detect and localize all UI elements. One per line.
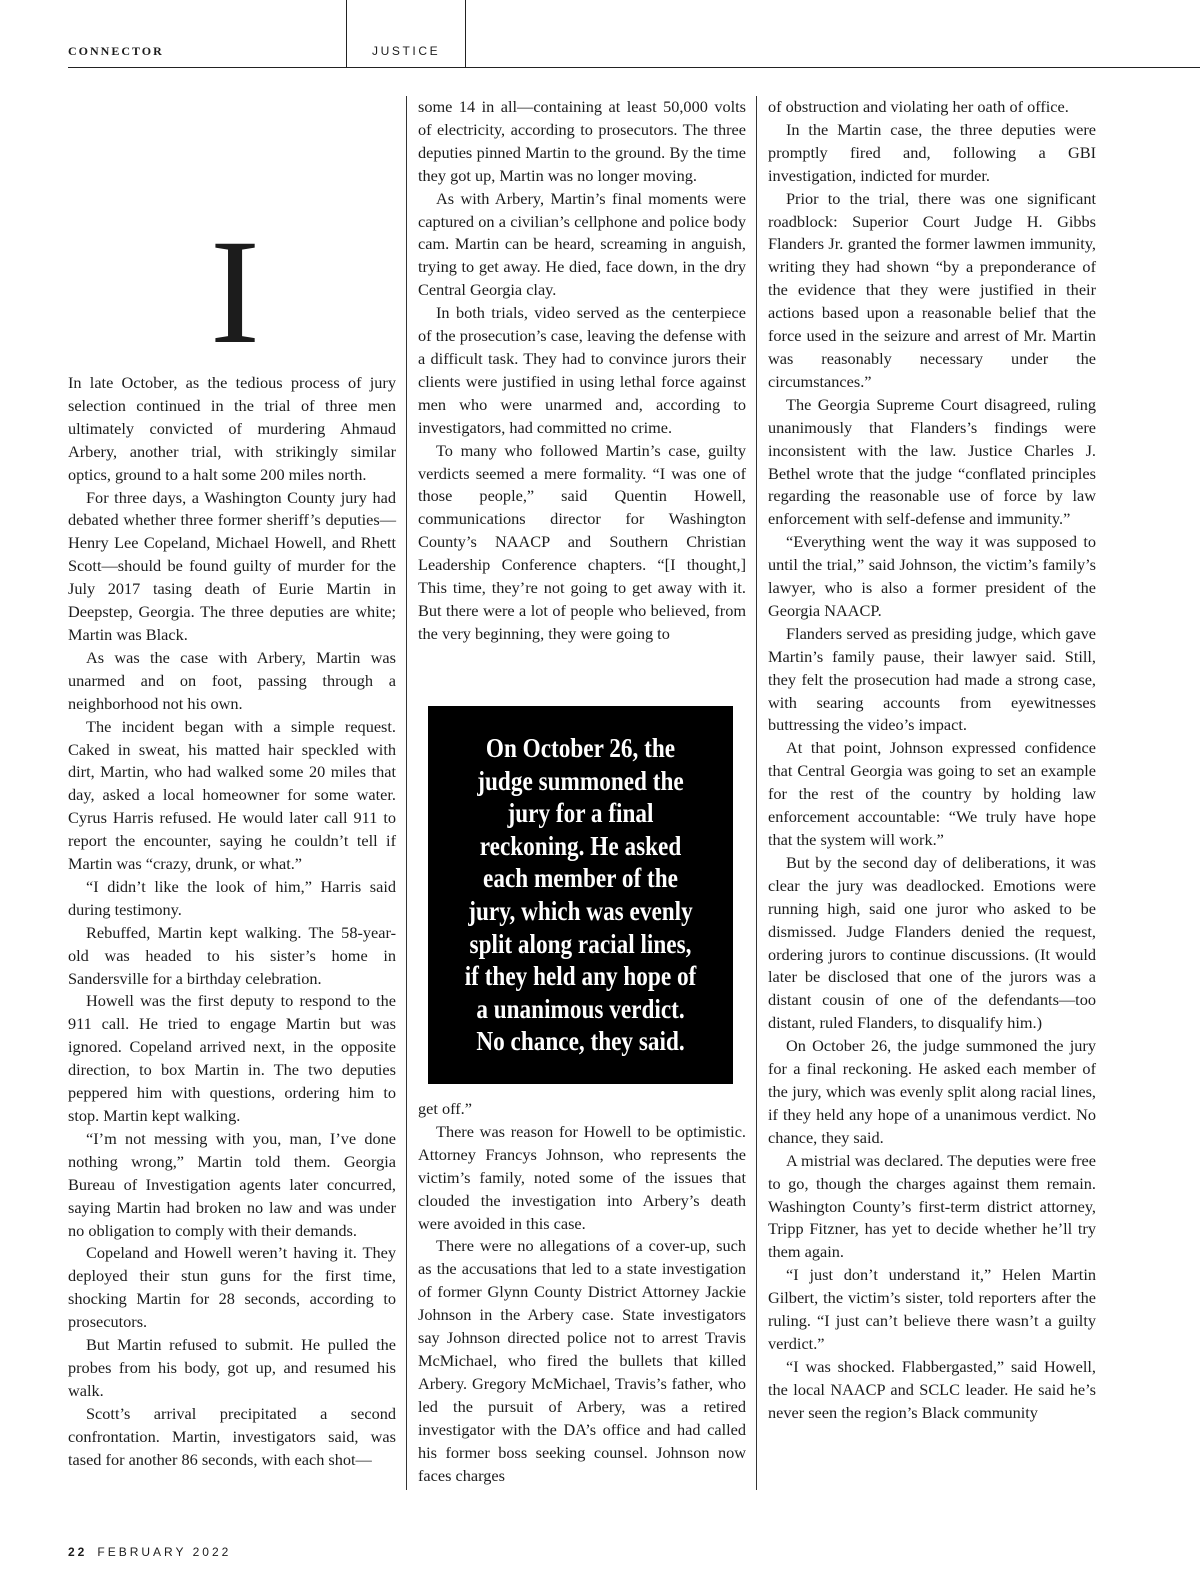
issue-date: FEBRUARY 2022 [97,1545,232,1559]
paragraph: “I didn’t like the look of him,” Harris said during testimony. [68,876,396,919]
page-number: 22 [68,1545,88,1559]
paragraph: But by the second day of deliberations, it was clear the jury was deadlocked. Emotions were running high, said one juror who asked to be dismissed. Judge Flanders denied the request, ordering jurors to continue discussions. (It would later be disclosed that one of the jurors was a distant cousin of one of the defendants—too distant, ruled Flanders, to disqualify him.) [768,852,1096,1033]
column-2 [418,96,746,646]
paragraph: There were no allegations of a cover-up, such as the accusations that led to a state investigation of former Glynn County District Attorney Jackie Johnson in the Arbery case. State investigators say Johnson directed police not to arrest Travis McMichael, who fired the bullets that killed Arbery. Gregory McMichael, Travis’s father, who led the pursuit of Arbery, was a retired investigator with the DA’s office and had called his former boss seeking counsel. Johnson now faces charges [418,1236,746,1485]
paragraph: “Everything went the way it was supposed to until the trial,” said Johnson, the victim’s family’s lawyer, who is also a former president of the Georgia NAACP. [768,532,1096,620]
paragraph: some 14 in all—containing at least 50,000 volts of electricity, according to prosecutors. The three deputies pinned Martin to the ground. By the time they got up, Martin was no longer moving. [418,97,746,185]
column-rule [406,96,407,1490]
paragraph: Flanders served as presiding judge, which gave Martin’s family pause, their lawyer said. Still, they felt the prosecution had made a strong case, with searing accounts from eyewitnesses buttressing the video’s impact. [768,623,1096,735]
paragraph: of obstruction and violating her oath of office. [768,97,1069,116]
pull-quote-text: On October 26, the judge summoned the jury for a final reckoning. He asked each member of the jury, which was evenly split along racial lines, if they held any hope of a unanimous verdict. No chance, they said. [464,733,697,1057]
paragraph: As was the case with Arbery, Martin was unarmed and on foot, passing through a neighborhood not his own. [68,647,396,713]
paragraph: In late October, as the tedious process of jury selection continued in the trial of three men ultimately convicted of murdering Ahmaud Arbery, another trial, with strikingly similar optics, ground to a halt some 200 miles north. [68,373,396,484]
paragraph: The incident began with a simple request. Caked in sweat, his matted hair speckled with dirt, Martin, who had walked some 20 miles that day, asked a local homeowner for some water. Cyrus Harris refused. He would later call 911 to report the encounter, saying he couldn’t tell if Martin was “crazy, drunk, or what.” [68,716,396,874]
paragraph: “I’m not messing with you, man, I’ve done nothing wrong,” Martin told them. Georgia Bureau of Investigation agents later concurred, saying Martin had broken no law and was under no obligation to comply with their demands. [68,1128,396,1240]
folio [68,1545,231,1559]
pull-quote [428,706,733,1084]
paragraph: In both trials, video served as the centerpiece of the prosecution’s case, leaving the defense with a difficult task. They had to convince jurors their clients were justified in using lethal force against men who were unarmed and, according to investigators, had committed no crime. [418,303,746,437]
column-2-continued [418,1098,746,1487]
paragraph: Howell was the first deputy to respond to the 911 call. He tried to engage Martin but was ignored. Copeland arrived next, in the opposite direction, to box Martin in. The two deputies peppered him with questions, ordering him to stop. Martin kept walking. [68,991,396,1125]
paragraph: A mistrial was declared. The deputies were free to go, though the charges against them remain. Washington County’s first-term district attorney, Tripp Fitzner, has yet to decide whether he’ll try them again. [768,1150,1096,1262]
paragraph: Prior to the trial, there was one significant roadblock: Superior Court Judge H. Gibbs Flanders Jr. granted the former lawmen immunity, writing they had shown “by a preponderance of the evidence that they were justified in their actions based upon a reasonable belief that the force used in the seizure and arrest of Mr. Martin was reasonably necessary under the circumstances.” [768,188,1096,391]
column-rule [756,96,757,1490]
paragraph: get off.” [418,1099,472,1118]
topic-label: JUSTICE [372,44,441,58]
paragraph: “I just don’t understand it,” Helen Martin Gilbert, the victim’s sister, told reporters after the ruling. “I just can’t believe there wasn’t a guilty verdict.” [768,1265,1096,1353]
paragraph: To many who followed Martin’s case, guilty verdicts seemed a mere formality. “I was one of those people,” said Quentin Howell, communications director for Washington County’s NAACP and Southern Christian Leadership Conference chapters. “[I thought,] This time, they’re not going to get away with it. But there were a lot of people who believed, from the very beginning, they were going to [418,440,746,643]
paragraph: There was reason for Howell to be optimistic. Attorney Francys Johnson, who represents the victim’s family, noted some of the issues that clouded the investigation into Arbery’s death were avoided in this case. [418,1121,746,1233]
paragraph: “I was shocked. Flabbergasted,” said Howell, the local NAACP and SCLC leader. He said he’s never seen the region’s Black community [768,1356,1096,1422]
header-divider [465,0,466,67]
paragraph: On October 26, the judge summoned the jury for a final reckoning. He asked each member of the jury, which was evenly split along racial lines, if they held any hope of a unanimous verdict. No chance, they said. [768,1036,1096,1147]
paragraph: In the Martin case, the three deputies were promptly fired and, following a GBI investigation, indicted for murder. [768,119,1096,185]
section-label: CONNECTOR [68,44,164,58]
paragraph: The Georgia Supreme Court disagreed, ruling unanimously that Flanders’s findings were inconsistent with the law. Justice Charles J. Bethel wrote that the judge “conflated principles regarding the reasonable use of force by law enforcement with self-defense and immunity.” [768,394,1096,529]
paragraph: Rebuffed, Martin kept walking. The 58-year-old was headed to his sister’s home in Sandersville for a birthday celebration. [68,922,396,988]
paragraph: At that point, Johnson expressed confidence that Central Georgia was going to set an example for the rest of the country by holding law enforcement accountable: “We truly have hope that the system will work.” [768,738,1096,849]
header-rule [68,67,1200,68]
paragraph: But Martin refused to submit. He pulled the probes from his body, got up, and resumed his walk. [68,1335,396,1400]
paragraph: For three days, a Washington County jury had debated whether three former sheriff’s deputies—Henry Lee Copeland, Michael Howell, and Rhett Scott—should be found guilty of murder for the July 2017 tasing death of Eurie Martin in Deepstep, Georgia. The three deputies are white; Martin was Black. [68,487,396,644]
paragraph: Scott’s arrival precipitated a second confrontation. Martin, investigators said, was tased for another 86 seconds, with each shot— [68,1403,396,1469]
column-1 [68,372,396,1472]
paragraph: As with Arbery, Martin’s final moments were captured on a civilian’s cellphone and police body cam. Martin can be heard, screaming in anguish, trying to get away. He died, face down, in the dry Central Georgia clay. [418,188,746,300]
header-divider [346,0,347,67]
drop-cap: I [210,209,260,375]
paragraph: Copeland and Howell weren’t having it. They deployed their stun guns for the first time, shocking Martin for 28 seconds, according to prosecutors. [68,1243,396,1332]
column-3 [768,96,1096,1425]
